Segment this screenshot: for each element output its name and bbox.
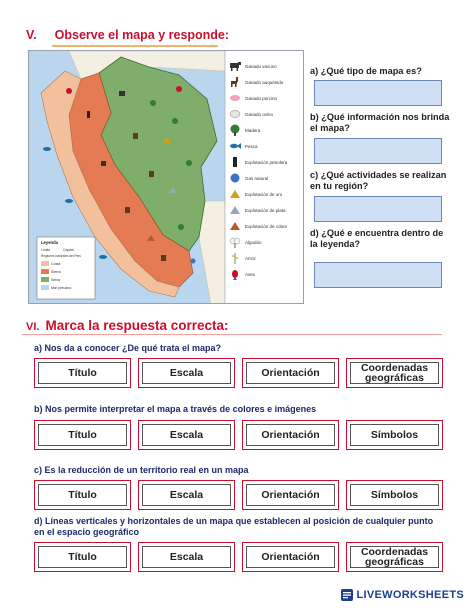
legend-row-algodon: Algodón: [229, 235, 262, 249]
legend-costa-label: Costa: [51, 262, 61, 266]
gold-icon: [229, 188, 241, 200]
legend-row-ganado-ovino: Ganado ovino: [229, 107, 273, 121]
legend-swatch-mar: [41, 285, 49, 290]
section-6-title: [26, 318, 229, 333]
cotton-icon: [229, 236, 241, 248]
llama-icon: [149, 171, 154, 177]
legend-row-aves: Aves: [229, 267, 255, 281]
option-c-simbolos[interactable]: Símbolos: [346, 480, 443, 510]
tree-icon: [178, 224, 184, 230]
rice-icon: [229, 252, 241, 264]
section-5-underline: [52, 45, 218, 47]
answer-box-b[interactable]: [314, 138, 442, 164]
legend-row-plata: Explotación de plata: [229, 203, 286, 217]
fish-icon: [43, 147, 51, 151]
cattle-icon: [119, 91, 125, 96]
section-5-title: [26, 28, 229, 42]
answer-box-d[interactable]: [314, 262, 442, 288]
option-c-titulo[interactable]: Título: [34, 480, 131, 510]
liveworksheets-icon: [340, 588, 354, 602]
question-a-text: a) ¿Qué tipo de mapa es?: [310, 66, 422, 76]
option-d-orientacion[interactable]: Orientación: [242, 542, 339, 572]
gas-icon: [191, 259, 196, 264]
legend-swatch-sierra: [41, 269, 49, 274]
option-a-orientacion[interactable]: Orientación: [242, 358, 339, 388]
answer-box-a[interactable]: [314, 80, 442, 106]
mc-question-a: a) Nos da a conocer ¿De qué trata el mapa?: [34, 343, 222, 353]
mc-question-d: d) Líneas verticales y horizontales de un mapa que establecen al posición de cualquier punto en el espacio geográfico: [34, 516, 434, 537]
section-6-number: VI.: [26, 321, 40, 333]
option-d-coordenadas[interactable]: Coordenadas geográficas: [346, 542, 443, 572]
option-a-titulo[interactable]: Título: [34, 358, 131, 388]
option-c-orientacion[interactable]: Orientación: [242, 480, 339, 510]
section-5-heading: Observe el mapa y responde:: [54, 28, 230, 42]
legend-row-ganado-vacuno: Ganado vacuno: [229, 59, 277, 73]
question-c-text: c) ¿Qué actividades se realizan en tu región?: [310, 170, 447, 191]
answer-box-c[interactable]: [314, 196, 442, 222]
bird-icon: [176, 86, 182, 92]
section-6-heading: Marca la respuesta correcta:: [45, 318, 229, 333]
cattle-icon: [101, 161, 106, 166]
llama-icon: [229, 76, 241, 88]
option-d-escala[interactable]: Escala: [138, 542, 235, 572]
option-a-escala[interactable]: Escala: [138, 358, 235, 388]
option-b-escala[interactable]: Escala: [138, 420, 235, 450]
question-d-text: d) ¿Qué e encuentra dentro de la leyenda?: [310, 228, 444, 249]
fish-icon: [229, 140, 241, 152]
legend-swatch-selva: [41, 277, 49, 282]
llama-icon: [133, 133, 138, 139]
tree-icon: [172, 118, 178, 124]
llama-icon: [161, 255, 166, 261]
map-legend-item-1: Límite: [41, 248, 51, 252]
legend-row-gas: Gas natural: [229, 171, 268, 185]
legend-sierra-label: Sierra: [51, 270, 61, 274]
map-legend-title: Leyenda: [41, 240, 58, 245]
fish-icon: [99, 255, 107, 259]
option-c-escala[interactable]: Escala: [138, 480, 235, 510]
oil-icon: [87, 111, 90, 118]
question-b-text: b) ¿Qué información nos brinda el mapa?: [310, 112, 450, 133]
liveworksheets-brand: LIVEWORKSHEETS: [356, 589, 464, 601]
bird-icon: [66, 88, 72, 94]
bird-icon: [229, 268, 241, 280]
legend-row-cobre: Explotación de cobre: [229, 219, 287, 233]
pig-icon: [229, 92, 241, 104]
option-b-simbolos[interactable]: Símbolos: [346, 420, 443, 450]
map-legend-item-3: Regiones naturales del Perú: [41, 254, 82, 258]
silver-icon: [229, 204, 241, 216]
option-a-coordenadas[interactable]: Coordenadas geográficas: [346, 358, 443, 388]
liveworksheets-logo: [340, 588, 465, 602]
tree-icon: [186, 160, 192, 166]
legend-selva-label: Selva: [51, 278, 60, 282]
legend-row-ganado-porcino: Ganado porcino: [229, 91, 277, 105]
oil-icon: [229, 156, 241, 168]
legend-row-arroz: Arroz: [229, 251, 256, 265]
mc-question-c: c) Es la reducción de un territorio real en un mapa: [34, 465, 249, 475]
peru-map: [28, 50, 304, 304]
section-5-number: V.: [26, 28, 37, 42]
legend-row-oro: Explotación de oro: [229, 187, 282, 201]
fish-icon: [65, 199, 73, 203]
legend-row-pesca: Pesca: [229, 139, 258, 153]
section-6-underline: [22, 334, 442, 335]
legend-swatch-costa: [41, 261, 49, 266]
legend-row-madera: Madera: [229, 123, 260, 137]
gas-icon: [229, 172, 241, 184]
legend-mar-label: Mar peruano: [51, 286, 72, 290]
tree-icon: [229, 124, 241, 136]
legend-row-ganado-auquenido: Ganado auquénido: [229, 75, 283, 89]
sheep-icon: [229, 108, 241, 120]
map-legend-item-2: Capital: [63, 248, 74, 252]
copper-icon: [229, 220, 241, 232]
mc-question-b: b) Nos permite interpretar el mapa a través de colores e imágenes: [34, 404, 317, 414]
tree-icon: [150, 100, 156, 106]
option-b-titulo[interactable]: Título: [34, 420, 131, 450]
llama-icon: [125, 207, 130, 213]
cattle-icon: [229, 60, 241, 72]
option-d-titulo[interactable]: Título: [34, 542, 131, 572]
legend-row-petrolera: Explotación petrolera: [229, 155, 287, 169]
option-b-orientacion[interactable]: Orientación: [242, 420, 339, 450]
